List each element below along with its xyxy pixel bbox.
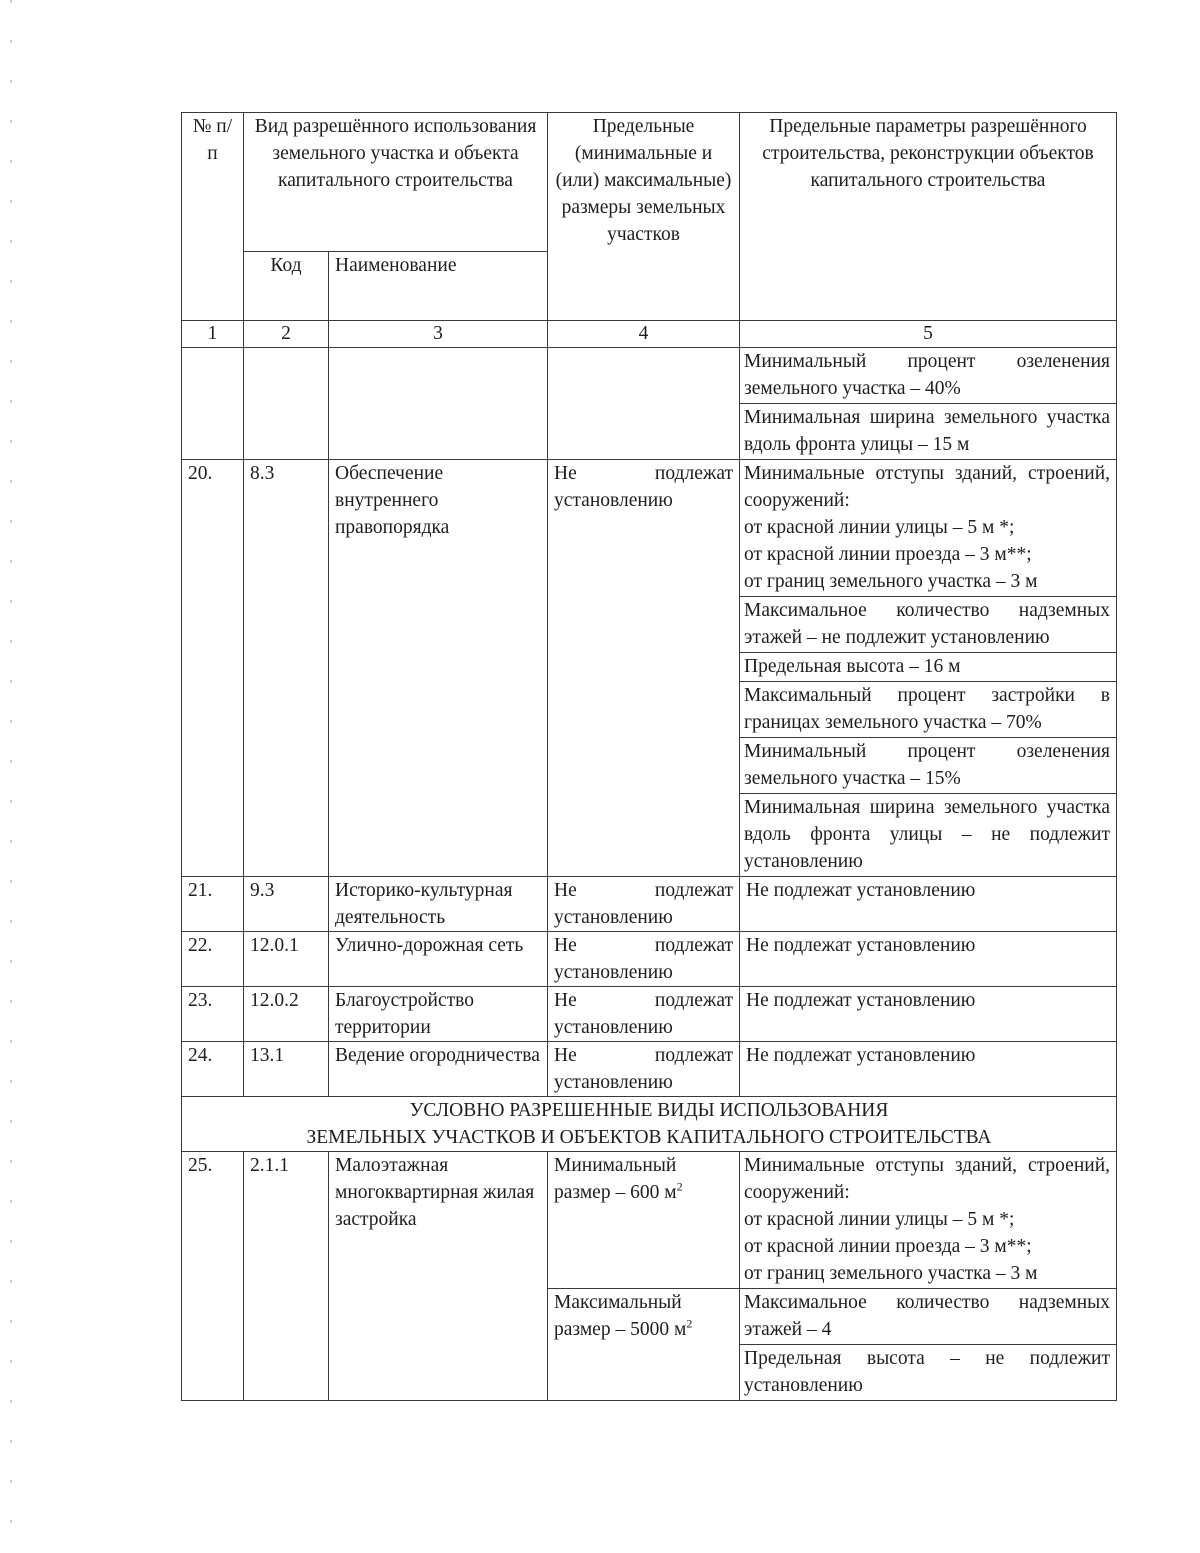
- row-num: 25.: [182, 1152, 244, 1401]
- row-name: Малоэтажная многоквартирная жилая застройка: [329, 1152, 548, 1401]
- col-number-4: 4: [548, 321, 740, 348]
- param-item: Минимальный процент озеленения земельного участка – 40%: [740, 348, 1116, 404]
- row-code: 9.3: [244, 877, 329, 932]
- col-number-3: 3: [329, 321, 548, 348]
- row-sizes: Не подлежат установлению: [548, 1042, 740, 1097]
- param-item: Максимальный процент застройки в границах земельного участка – 70%: [740, 682, 1116, 738]
- col-number-1: 1: [182, 321, 244, 348]
- row-num: 23.: [182, 987, 244, 1042]
- row-code: 13.1: [244, 1042, 329, 1097]
- row-name: Обеспечение внутреннего правопорядка: [329, 460, 548, 877]
- header-kod: Код: [244, 252, 329, 321]
- scan-edge: [10, 0, 12, 1553]
- header-params: Предельные параметры разрешённого строительства, реконструкции объектов капитального строительства: [740, 113, 1117, 321]
- row-sizes: Не подлежат установлению: [548, 987, 740, 1042]
- header-vid: Вид разрешённого использования земельного участка и объекта капитального строительства: [244, 113, 548, 252]
- row-params: [740, 460, 1117, 877]
- section-heading: УСЛОВНО РАЗРЕШЕННЫЕ ВИДЫ ИСПОЛЬЗОВАНИЯ ЗЕМЕЛЬНЫХ УЧАСТКОВ И ОБЪЕКТОВ КАПИТАЛЬНОГО СТРОИТЕЛЬСТВА: [182, 1097, 1117, 1152]
- row-size-min: Минимальный размер – 600 $м^2$: [548, 1152, 740, 1289]
- continuation-params: [740, 348, 1117, 460]
- row-params: [740, 1289, 1117, 1401]
- land-use-table: [181, 112, 1117, 1401]
- table-row: [182, 1152, 1117, 1289]
- row-num: 22.: [182, 932, 244, 987]
- table-row: [182, 1042, 1117, 1097]
- row-params: Не подлежат установлению: [740, 987, 1117, 1042]
- param-item: Минимальная ширина земельного участка вдоль фронта улицы – 15 м: [744, 407, 1111, 455]
- param-item: Минимальный процент озеленения земельного участка – 15%: [740, 738, 1116, 794]
- param-item: Минимальная ширина земельного участка вдоль фронта улицы – не подлежит установлению: [744, 797, 1111, 872]
- row-params: Не подлежат установлению: [740, 1042, 1117, 1097]
- col-number-5: 5: [740, 321, 1117, 348]
- table-row: [182, 987, 1117, 1042]
- row-name: Историко-культурная деятельность: [329, 877, 548, 932]
- row-name: Ведение огородничества: [329, 1042, 548, 1097]
- row-code: 2.1.1: [244, 1152, 329, 1401]
- table-row: [182, 877, 1117, 932]
- row-code: 8.3: [244, 460, 329, 877]
- col-number-2: 2: [244, 321, 329, 348]
- header-sizes: Предельные (минимальные и (или) максимальные) размеры земельных участков: [548, 113, 740, 321]
- param-item: Максимальное количество надземных этажей – 4: [740, 1289, 1116, 1345]
- header-name: Наименование: [329, 252, 548, 321]
- param-item: Максимальное количество надземных этажей – не подлежит установлению: [740, 597, 1116, 653]
- row-params: Не подлежат установлению: [740, 932, 1117, 987]
- row-params: [740, 1152, 1117, 1289]
- row-name: Благоустройство территории: [329, 987, 548, 1042]
- param-item: Минимальные отступы зданий, строений, сооружений: от красной линии улицы – 5 м *; от красной линии проезда – 3 м**; от границ земельного участка – 3 м: [744, 1155, 1111, 1284]
- row-num: 21.: [182, 877, 244, 932]
- row-num: 24.: [182, 1042, 244, 1097]
- row-sizes: Не подлежат установлению: [548, 932, 740, 987]
- header-num: № п/п: [182, 113, 244, 321]
- row-params: Не подлежат установлению: [740, 877, 1117, 932]
- param-item: Предельная высота – 16 м: [740, 653, 1116, 682]
- row-num: 20.: [182, 460, 244, 877]
- row-sizes: Не подлежат установлению: [548, 460, 740, 877]
- param-item: Минимальные отступы зданий, строений, сооружений: от красной линии улицы – 5 м *; от красной линии проезда – 3 м**; от границ земельного участка – 3 м: [740, 460, 1116, 597]
- row-sizes: Не подлежат установлению: [548, 877, 740, 932]
- table-row: [182, 932, 1117, 987]
- row-name: Улично-дорожная сеть: [329, 932, 548, 987]
- table-row: [182, 460, 1117, 877]
- param-item: Предельная высота – не подлежит установлению: [744, 1348, 1111, 1396]
- row-size-max: Максимальный размер – 5000 $м^2$: [548, 1289, 740, 1401]
- row-code: 12.0.2: [244, 987, 329, 1042]
- row-code: 12.0.1: [244, 932, 329, 987]
